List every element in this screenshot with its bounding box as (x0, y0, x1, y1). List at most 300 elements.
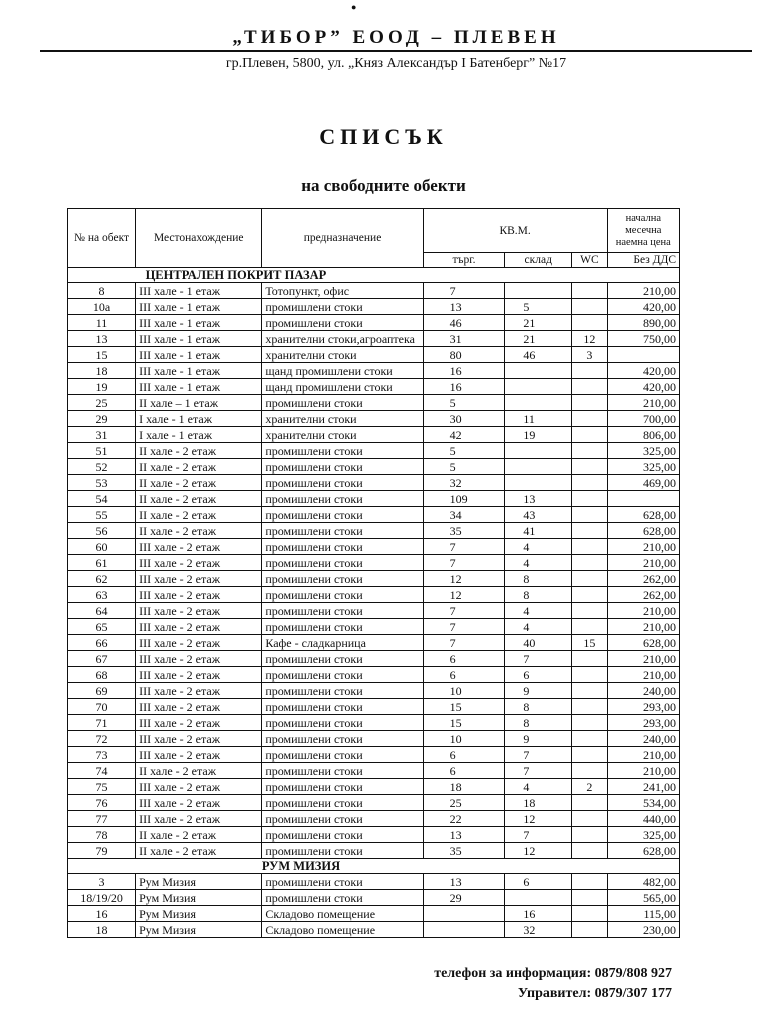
table-row (68, 763, 680, 779)
cell-trade-area: 12 (423, 571, 505, 587)
cell-object-no: 60 (68, 539, 136, 555)
cell-trade-area: 12 (423, 587, 505, 603)
cell-price: 262,00 (607, 587, 679, 603)
cell-object-no: 18 (68, 363, 136, 379)
cell-wc-area (572, 906, 607, 922)
cell-trade-area: 7 (423, 635, 505, 651)
cell-object-no: 62 (68, 571, 136, 587)
table-row (68, 587, 680, 603)
table-row (68, 507, 680, 523)
cell-object-no: 65 (68, 619, 136, 635)
objects-table (67, 208, 680, 938)
cell-location: I хале - 1 етаж (136, 427, 262, 443)
cell-location: III хале - 2 етаж (136, 811, 262, 827)
cell-location: III хале - 2 етаж (136, 699, 262, 715)
cell-wc-area: 3 (572, 347, 607, 363)
cell-store-area: 4 (505, 603, 572, 619)
cell-price: 420,00 (607, 299, 679, 315)
table-row (68, 747, 680, 763)
cell-wc-area (572, 475, 607, 491)
cell-wc-area (572, 587, 607, 603)
table-row (68, 811, 680, 827)
cell-object-no: 72 (68, 731, 136, 747)
cell-location: III хале - 2 етаж (136, 587, 262, 603)
cell-object-no: 55 (68, 507, 136, 523)
cell-store-area: 8 (505, 699, 572, 715)
cell-wc-area (572, 507, 607, 523)
cell-purpose: Складово помещение (262, 922, 423, 938)
cell-trade-area: 5 (423, 459, 505, 475)
cell-location: III хале - 2 етаж (136, 571, 262, 587)
cell-price: 240,00 (607, 683, 679, 699)
cell-object-no: 53 (68, 475, 136, 491)
cell-purpose: промишлени стоки (262, 827, 423, 843)
cell-price: 325,00 (607, 443, 679, 459)
cell-price: 210,00 (607, 395, 679, 411)
table-row (68, 603, 680, 619)
table-row (68, 411, 680, 427)
cell-purpose: промишлени стоки (262, 315, 423, 331)
cell-wc-area: 12 (572, 331, 607, 347)
cell-price: 420,00 (607, 363, 679, 379)
cell-location: III хале - 2 етаж (136, 747, 262, 763)
cell-wc-area (572, 539, 607, 555)
cell-location: Рум Мизия (136, 874, 262, 890)
cell-object-no: 52 (68, 459, 136, 475)
cell-price: 210,00 (607, 651, 679, 667)
cell-purpose: промишлени стоки (262, 395, 423, 411)
cell-store-area: 11 (505, 411, 572, 427)
cell-location: II хале – 1 етаж (136, 395, 262, 411)
cell-price: 750,00 (607, 331, 679, 347)
cell-purpose: промишлени стоки (262, 539, 423, 555)
cell-object-no: 66 (68, 635, 136, 651)
cell-price: 469,00 (607, 475, 679, 491)
cell-price: 210,00 (607, 667, 679, 683)
cell-trade-area: 42 (423, 427, 505, 443)
cell-trade-area: 109 (423, 491, 505, 507)
cell-object-no: 18 (68, 922, 136, 938)
cell-store-area: 8 (505, 587, 572, 603)
cell-wc-area (572, 459, 607, 475)
header-object-no: № на обект (68, 209, 136, 268)
cell-location: III хале - 2 етаж (136, 555, 262, 571)
cell-object-no: 71 (68, 715, 136, 731)
cell-location: III хале - 1 етаж (136, 379, 262, 395)
cell-object-no: 73 (68, 747, 136, 763)
cell-trade-area: 16 (423, 363, 505, 379)
cell-price: 210,00 (607, 603, 679, 619)
cell-location: II хале - 2 етаж (136, 459, 262, 475)
cell-object-no: 74 (68, 763, 136, 779)
cell-store-area: 18 (505, 795, 572, 811)
cell-location: I хале - 1 етаж (136, 411, 262, 427)
cell-price: 628,00 (607, 507, 679, 523)
table-row (68, 539, 680, 555)
cell-price: 210,00 (607, 555, 679, 571)
table-row (68, 699, 680, 715)
cell-location: Рум Мизия (136, 890, 262, 906)
cell-price: 325,00 (607, 459, 679, 475)
table-row (68, 475, 680, 491)
cell-object-no: 79 (68, 843, 136, 859)
cell-location: III хале - 2 етаж (136, 603, 262, 619)
cell-object-no: 11 (68, 315, 136, 331)
cell-price: 230,00 (607, 922, 679, 938)
document-subtitle: на свободните обекти (301, 176, 466, 195)
header-trade: търг. (423, 253, 505, 268)
section-spacer (68, 268, 136, 283)
cell-object-no: 29 (68, 411, 136, 427)
cell-object-no: 54 (68, 491, 136, 507)
table-row (68, 443, 680, 459)
cell-purpose: промишлени стоки (262, 523, 423, 539)
cell-object-no: 31 (68, 427, 136, 443)
header-vat: Без ДДС (607, 253, 679, 268)
cell-price: 325,00 (607, 827, 679, 843)
cell-location: II хале - 2 етаж (136, 827, 262, 843)
table-row (68, 667, 680, 683)
cell-wc-area (572, 890, 607, 906)
cell-trade-area: 22 (423, 811, 505, 827)
cell-wc-area (572, 747, 607, 763)
cell-wc-area (572, 555, 607, 571)
cell-trade-area: 13 (423, 874, 505, 890)
header-area: КВ.М. (423, 209, 607, 253)
cell-location: III хале - 2 етаж (136, 667, 262, 683)
cell-store-area: 32 (505, 922, 572, 938)
cell-purpose: хранителни стоки,агроаптека (262, 331, 423, 347)
cell-purpose: промишлени стоки (262, 619, 423, 635)
cell-trade-area: 32 (423, 475, 505, 491)
cell-purpose: промишлени стоки (262, 507, 423, 523)
cell-wc-area (572, 491, 607, 507)
cell-wc-area (572, 427, 607, 443)
cell-object-no: 8 (68, 283, 136, 299)
cell-store-area: 6 (505, 874, 572, 890)
cell-location: III хале - 2 етаж (136, 651, 262, 667)
table-row (68, 683, 680, 699)
cell-purpose: Складово помещение (262, 906, 423, 922)
cell-trade-area: 46 (423, 315, 505, 331)
cell-purpose: промишлени стоки (262, 874, 423, 890)
cell-price: 210,00 (607, 619, 679, 635)
cell-price: 482,00 (607, 874, 679, 890)
cell-wc-area (572, 379, 607, 395)
cell-store-area: 16 (505, 906, 572, 922)
cell-trade-area: 10 (423, 731, 505, 747)
cell-wc-area (572, 683, 607, 699)
cell-purpose: промишлени стоки (262, 475, 423, 491)
table-row (68, 619, 680, 635)
cell-price: 420,00 (607, 379, 679, 395)
cell-location: II хале - 2 етаж (136, 507, 262, 523)
cell-trade-area: 6 (423, 667, 505, 683)
cell-purpose: промишлени стоки (262, 843, 423, 859)
cell-store-area: 9 (505, 731, 572, 747)
table-row (68, 283, 680, 299)
cell-object-no: 3 (68, 874, 136, 890)
cell-wc-area (572, 699, 607, 715)
cell-object-no: 56 (68, 523, 136, 539)
cell-store-area: 4 (505, 555, 572, 571)
cell-store-area: 7 (505, 827, 572, 843)
cell-purpose: промишлени стоки (262, 747, 423, 763)
phone-info: телефон за информация: 0879/808 927 (434, 966, 672, 981)
section-spacer (68, 859, 262, 874)
cell-trade-area: 6 (423, 747, 505, 763)
cell-object-no: 78 (68, 827, 136, 843)
cell-purpose: Тотопункт, офис (262, 283, 423, 299)
cell-wc-area (572, 315, 607, 331)
cell-wc-area (572, 523, 607, 539)
cell-wc-area (572, 922, 607, 938)
cell-object-no: 76 (68, 795, 136, 811)
cell-trade-area: 7 (423, 539, 505, 555)
cell-price: 628,00 (607, 635, 679, 651)
cell-location: II хале - 2 етаж (136, 443, 262, 459)
cell-purpose: промишлени стоки (262, 731, 423, 747)
cell-purpose: промишлени стоки (262, 715, 423, 731)
cell-purpose: Кафе - сладкарница (262, 635, 423, 651)
cell-purpose: промишлени стоки (262, 443, 423, 459)
cell-location: III хале - 2 етаж (136, 539, 262, 555)
header-purpose: предназначение (262, 209, 423, 268)
cell-location: III хале - 2 етаж (136, 795, 262, 811)
cell-purpose: промишлени стоки (262, 491, 423, 507)
manager-phone: Управител: 0879/307 177 (517, 986, 672, 1001)
cell-object-no: 63 (68, 587, 136, 603)
cell-wc-area (572, 443, 607, 459)
cell-store-area: 21 (505, 315, 572, 331)
cell-store-area: 6 (505, 667, 572, 683)
cell-trade-area: 7 (423, 603, 505, 619)
cell-wc-area (572, 619, 607, 635)
cell-trade-area: 35 (423, 843, 505, 859)
table-row (68, 731, 680, 747)
header-wc: WC (572, 253, 607, 268)
cell-wc-area (572, 571, 607, 587)
cell-location: II хале - 2 етаж (136, 523, 262, 539)
cell-purpose: промишлени стоки (262, 683, 423, 699)
cell-object-no: 68 (68, 667, 136, 683)
cell-object-no: 70 (68, 699, 136, 715)
cell-trade-area: 18 (423, 779, 505, 795)
cell-store-area: 4 (505, 619, 572, 635)
table-row (68, 715, 680, 731)
cell-price: 628,00 (607, 843, 679, 859)
cell-object-no: 19 (68, 379, 136, 395)
cell-store-area: 4 (505, 779, 572, 795)
table-row (68, 459, 680, 475)
cell-store-area: 5 (505, 299, 572, 315)
cell-object-no: 25 (68, 395, 136, 411)
cell-price (607, 347, 679, 363)
cell-price: 241,00 (607, 779, 679, 795)
cell-trade-area: 15 (423, 699, 505, 715)
cell-object-no: 75 (68, 779, 136, 795)
cell-trade-area (423, 906, 505, 922)
cell-trade-area (423, 922, 505, 938)
cell-price: 240,00 (607, 731, 679, 747)
cell-purpose: промишлени стоки (262, 555, 423, 571)
cell-object-no: 18/19/20 (68, 890, 136, 906)
cell-price: 293,00 (607, 715, 679, 731)
document-title: СПИСЪК (319, 124, 448, 149)
table-row (68, 491, 680, 507)
cell-wc-area (572, 299, 607, 315)
cell-store-area (505, 459, 572, 475)
cell-purpose: хранителни стоки (262, 347, 423, 363)
cell-trade-area: 7 (423, 555, 505, 571)
cell-store-area: 13 (505, 491, 572, 507)
cell-store-area: 21 (505, 331, 572, 347)
cell-store-area: 9 (505, 683, 572, 699)
cell-object-no: 15 (68, 347, 136, 363)
cell-wc-area (572, 283, 607, 299)
cell-store-area (505, 379, 572, 395)
cell-purpose: хранителни стоки (262, 427, 423, 443)
table-row (68, 331, 680, 347)
cell-purpose: промишлени стоки (262, 890, 423, 906)
table-row (68, 315, 680, 331)
cell-price: 700,00 (607, 411, 679, 427)
section-header-row (68, 859, 680, 874)
cell-location: Рум Мизия (136, 922, 262, 938)
cell-store-area: 46 (505, 347, 572, 363)
cell-object-no: 10а (68, 299, 136, 315)
cell-object-no: 61 (68, 555, 136, 571)
cell-store-area (505, 443, 572, 459)
cell-wc-area (572, 651, 607, 667)
cell-price: 534,00 (607, 795, 679, 811)
cell-trade-area: 7 (423, 619, 505, 635)
section-title: ЦЕНТРАЛЕН ПОКРИТ ПАЗАР (136, 268, 680, 283)
cell-object-no: 16 (68, 906, 136, 922)
cell-wc-area (572, 411, 607, 427)
cell-price: 440,00 (607, 811, 679, 827)
table-row (68, 363, 680, 379)
cell-trade-area: 29 (423, 890, 505, 906)
cell-location: II хале - 2 етаж (136, 843, 262, 859)
table-row (68, 523, 680, 539)
cell-location: Рум Мизия (136, 906, 262, 922)
cell-store-area (505, 283, 572, 299)
table-row (68, 651, 680, 667)
cell-price: 890,00 (607, 315, 679, 331)
cell-purpose: щанд промишлени стоки (262, 363, 423, 379)
cell-location: III хале - 2 етаж (136, 731, 262, 747)
header-store: склад (505, 253, 572, 268)
cell-purpose: хранителни стоки (262, 411, 423, 427)
cell-location: III хале - 1 етаж (136, 363, 262, 379)
table-row (68, 555, 680, 571)
cell-price: 210,00 (607, 283, 679, 299)
cell-wc-area: 2 (572, 779, 607, 795)
cell-wc-area (572, 843, 607, 859)
cell-object-no: 51 (68, 443, 136, 459)
cell-trade-area: 5 (423, 443, 505, 459)
cell-trade-area: 6 (423, 763, 505, 779)
cell-store-area: 43 (505, 507, 572, 523)
cell-store-area: 19 (505, 427, 572, 443)
company-name: „ТИБОР” ЕООД – ПЛЕВЕН (40, 26, 752, 52)
cell-store-area (505, 363, 572, 379)
cell-trade-area: 5 (423, 395, 505, 411)
header-location: Местонахождение (136, 209, 262, 268)
cell-trade-area: 25 (423, 795, 505, 811)
cell-purpose: промишлени стоки (262, 811, 423, 827)
cell-wc-area (572, 667, 607, 683)
cell-trade-area: 80 (423, 347, 505, 363)
table-row (68, 779, 680, 795)
cell-store-area: 12 (505, 843, 572, 859)
cell-store-area: 7 (505, 651, 572, 667)
cell-store-area: 4 (505, 539, 572, 555)
cell-trade-area: 30 (423, 411, 505, 427)
table-row (68, 299, 680, 315)
cell-trade-area: 7 (423, 283, 505, 299)
cell-object-no: 77 (68, 811, 136, 827)
cell-store-area: 40 (505, 635, 572, 651)
cell-trade-area: 31 (423, 331, 505, 347)
cell-wc-area (572, 811, 607, 827)
cell-store-area: 41 (505, 523, 572, 539)
cell-wc-area (572, 363, 607, 379)
table-row (68, 843, 680, 859)
cell-location: III хале - 1 етаж (136, 315, 262, 331)
table-row (68, 874, 680, 890)
cell-location: III хале - 2 етаж (136, 683, 262, 699)
header-price: начална месечна наемна цена (607, 209, 679, 253)
cell-price: 210,00 (607, 747, 679, 763)
table-row (68, 635, 680, 651)
cell-store-area: 8 (505, 571, 572, 587)
cell-price: 293,00 (607, 699, 679, 715)
cell-store-area (505, 890, 572, 906)
cell-price (607, 491, 679, 507)
cell-trade-area: 6 (423, 651, 505, 667)
cell-purpose: промишлени стоки (262, 459, 423, 475)
cell-wc-area (572, 603, 607, 619)
cell-location: III хале - 1 етаж (136, 347, 262, 363)
cell-price: 115,00 (607, 906, 679, 922)
cell-purpose: промишлени стоки (262, 299, 423, 315)
page-mark: ● (351, 2, 357, 12)
cell-location: III хале - 1 етаж (136, 331, 262, 347)
cell-purpose: промишлени стоки (262, 779, 423, 795)
table-row (68, 347, 680, 363)
cell-purpose: промишлени стоки (262, 603, 423, 619)
cell-object-no: 13 (68, 331, 136, 347)
cell-location: II хале - 2 етаж (136, 475, 262, 491)
cell-price: 262,00 (607, 571, 679, 587)
cell-location: II хале - 2 етаж (136, 491, 262, 507)
cell-wc-area (572, 763, 607, 779)
cell-location: III хале - 2 етаж (136, 715, 262, 731)
cell-wc-area: 15 (572, 635, 607, 651)
cell-store-area: 7 (505, 763, 572, 779)
cell-price: 806,00 (607, 427, 679, 443)
cell-object-no: 64 (68, 603, 136, 619)
cell-purpose: щанд промишлени стоки (262, 379, 423, 395)
cell-trade-area: 35 (423, 523, 505, 539)
table-row (68, 827, 680, 843)
cell-price: 628,00 (607, 523, 679, 539)
cell-store-area (505, 395, 572, 411)
table-row (68, 795, 680, 811)
cell-trade-area: 16 (423, 379, 505, 395)
